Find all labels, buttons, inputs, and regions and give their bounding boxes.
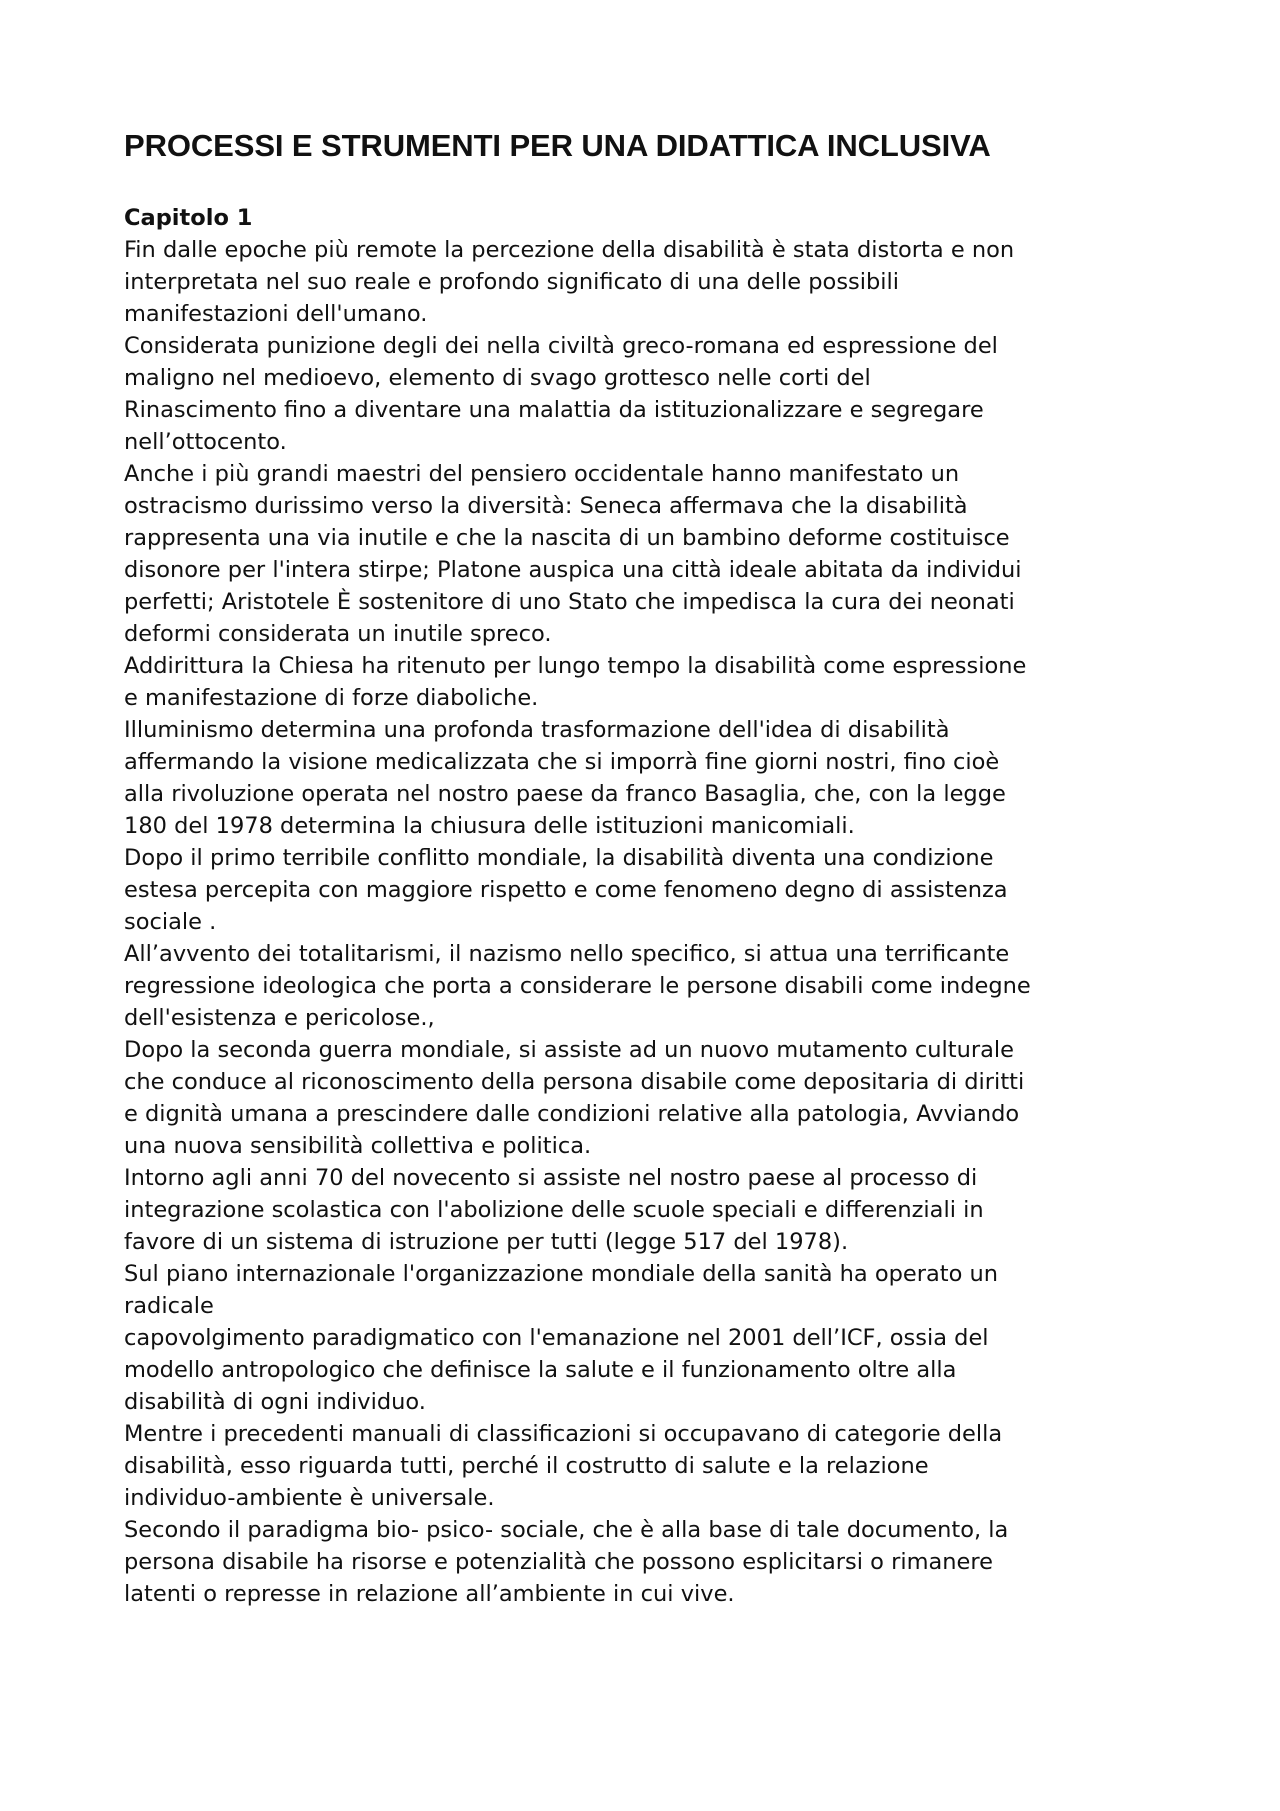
- text-line: manifestazioni dell'umano.: [124, 301, 428, 327]
- text-line: nell’ottocento.: [124, 429, 287, 455]
- text-line: regressione ideologica che porta a considerare le persone disabili come indegne: [124, 973, 1031, 999]
- text-line: Rinascimento fino a diventare una malattia da istituzionalizzare e segregare: [124, 397, 984, 423]
- text-line: Mentre i precedenti manuali di classificazioni si occupavano di categorie della: [124, 1421, 1003, 1447]
- text-line: All’avvento dei totalitarismi, il nazismo nello specifico, si attua una terrificante: [124, 941, 1010, 967]
- chapter-heading: Capitolo 1: [124, 205, 253, 231]
- text-line: una nuova sensibilità collettiva e politica.: [124, 1133, 592, 1159]
- text-line: Fin dalle epoche più remote la percezione della disabilità è stata distorta e non: [124, 237, 1015, 263]
- text-line: 180 del 1978 determina la chiusura delle istituzioni manicomiali.: [124, 813, 855, 839]
- text-line: favore di un sistema di istruzione per tutti (legge 517 del 1978).: [124, 1229, 849, 1255]
- text-line: che conduce al riconoscimento della persona disabile come depositaria di diritti: [124, 1069, 1025, 1095]
- text-line: modello antropologico che definisce la salute e il funzionamento oltre alla: [124, 1357, 957, 1383]
- text-line: rappresenta una via inutile e che la nascita di un bambino deforme costituisce: [124, 525, 1010, 551]
- text-line: radicale: [124, 1293, 214, 1319]
- text-line: e manifestazione di forze diaboliche.: [124, 685, 539, 711]
- text-line: latenti o represse in relazione all’ambiente in cui vive.: [124, 1581, 735, 1607]
- text-line: Sul piano internazionale l'organizzazione mondiale della sanità ha operato un: [124, 1261, 999, 1287]
- body-text: [124, 234, 1184, 1610]
- text-line: ostracismo durissimo verso la diversità: Seneca affermava che la disabilità: [124, 493, 968, 519]
- document-page: [124, 126, 1184, 1610]
- text-line: dell'esistenza e pericolose.,: [124, 1005, 435, 1031]
- text-line: deformi considerata un inutile spreco.: [124, 621, 552, 647]
- text-line: individuo-ambiente è universale.: [124, 1485, 495, 1511]
- document-title: PROCESSI E STRUMENTI PER UNA DIDATTICA INCLUSIVA: [124, 128, 991, 163]
- text-line: disabilità di ogni individuo.: [124, 1389, 426, 1415]
- text-line: Addirittura la Chiesa ha ritenuto per lungo tempo la disabilità come espressione: [124, 653, 1027, 679]
- text-line: sociale .: [124, 909, 217, 935]
- text-line: alla rivoluzione operata nel nostro paese da franco Basaglia, che, con la legge: [124, 781, 1006, 807]
- text-line: affermando la visione medicalizzata che si imporrà fine giorni nostri, fino cioè: [124, 749, 1000, 775]
- text-line: persona disabile ha risorse e potenzialità che possono esplicitarsi o rimanere: [124, 1549, 993, 1575]
- text-line: Illuminismo determina una profonda trasformazione dell'idea di disabilità: [124, 717, 950, 743]
- text-line: disonore per l'intera stirpe; Platone auspica una città ideale abitata da individui: [124, 557, 1022, 583]
- text-line: Secondo il paradigma bio- psico- sociale, che è alla base di tale documento, la: [124, 1517, 1009, 1543]
- text-line: estesa percepita con maggiore rispetto e come fenomeno degno di assistenza: [124, 877, 1008, 903]
- text-line: Anche i più grandi maestri del pensiero occidentale hanno manifestato un: [124, 461, 960, 487]
- text-line: Dopo il primo terribile conflitto mondiale, la disabilità diventa una condizione: [124, 845, 994, 871]
- text-line: capovolgimento paradigmatico con l'emanazione nel 2001 dell’ICF, ossia del: [124, 1325, 989, 1351]
- text-line: maligno nel medioevo, elemento di svago grottesco nelle corti del: [124, 365, 871, 391]
- text-line: interpretata nel suo reale e profondo significato di una delle possibili: [124, 269, 900, 295]
- text-line: e dignità umana a prescindere dalle condizioni relative alla patologia, Avviando: [124, 1101, 1020, 1127]
- text-line: Considerata punizione degli dei nella civiltà greco-romana ed espressione del: [124, 333, 998, 359]
- text-line: integrazione scolastica con l'abolizione delle scuole speciali e differenziali in: [124, 1197, 984, 1223]
- text-line: perfetti; Aristotele È sostenitore di uno Stato che impedisca la cura dei neonati: [124, 589, 1015, 615]
- text-line: disabilità, esso riguarda tutti, perché il costrutto di salute e la relazione: [124, 1453, 929, 1479]
- text-line: Intorno agli anni 70 del novecento si assiste nel nostro paese al processo di: [124, 1165, 978, 1191]
- text-line: Dopo la seconda guerra mondiale, si assiste ad un nuovo mutamento culturale: [124, 1037, 1014, 1063]
